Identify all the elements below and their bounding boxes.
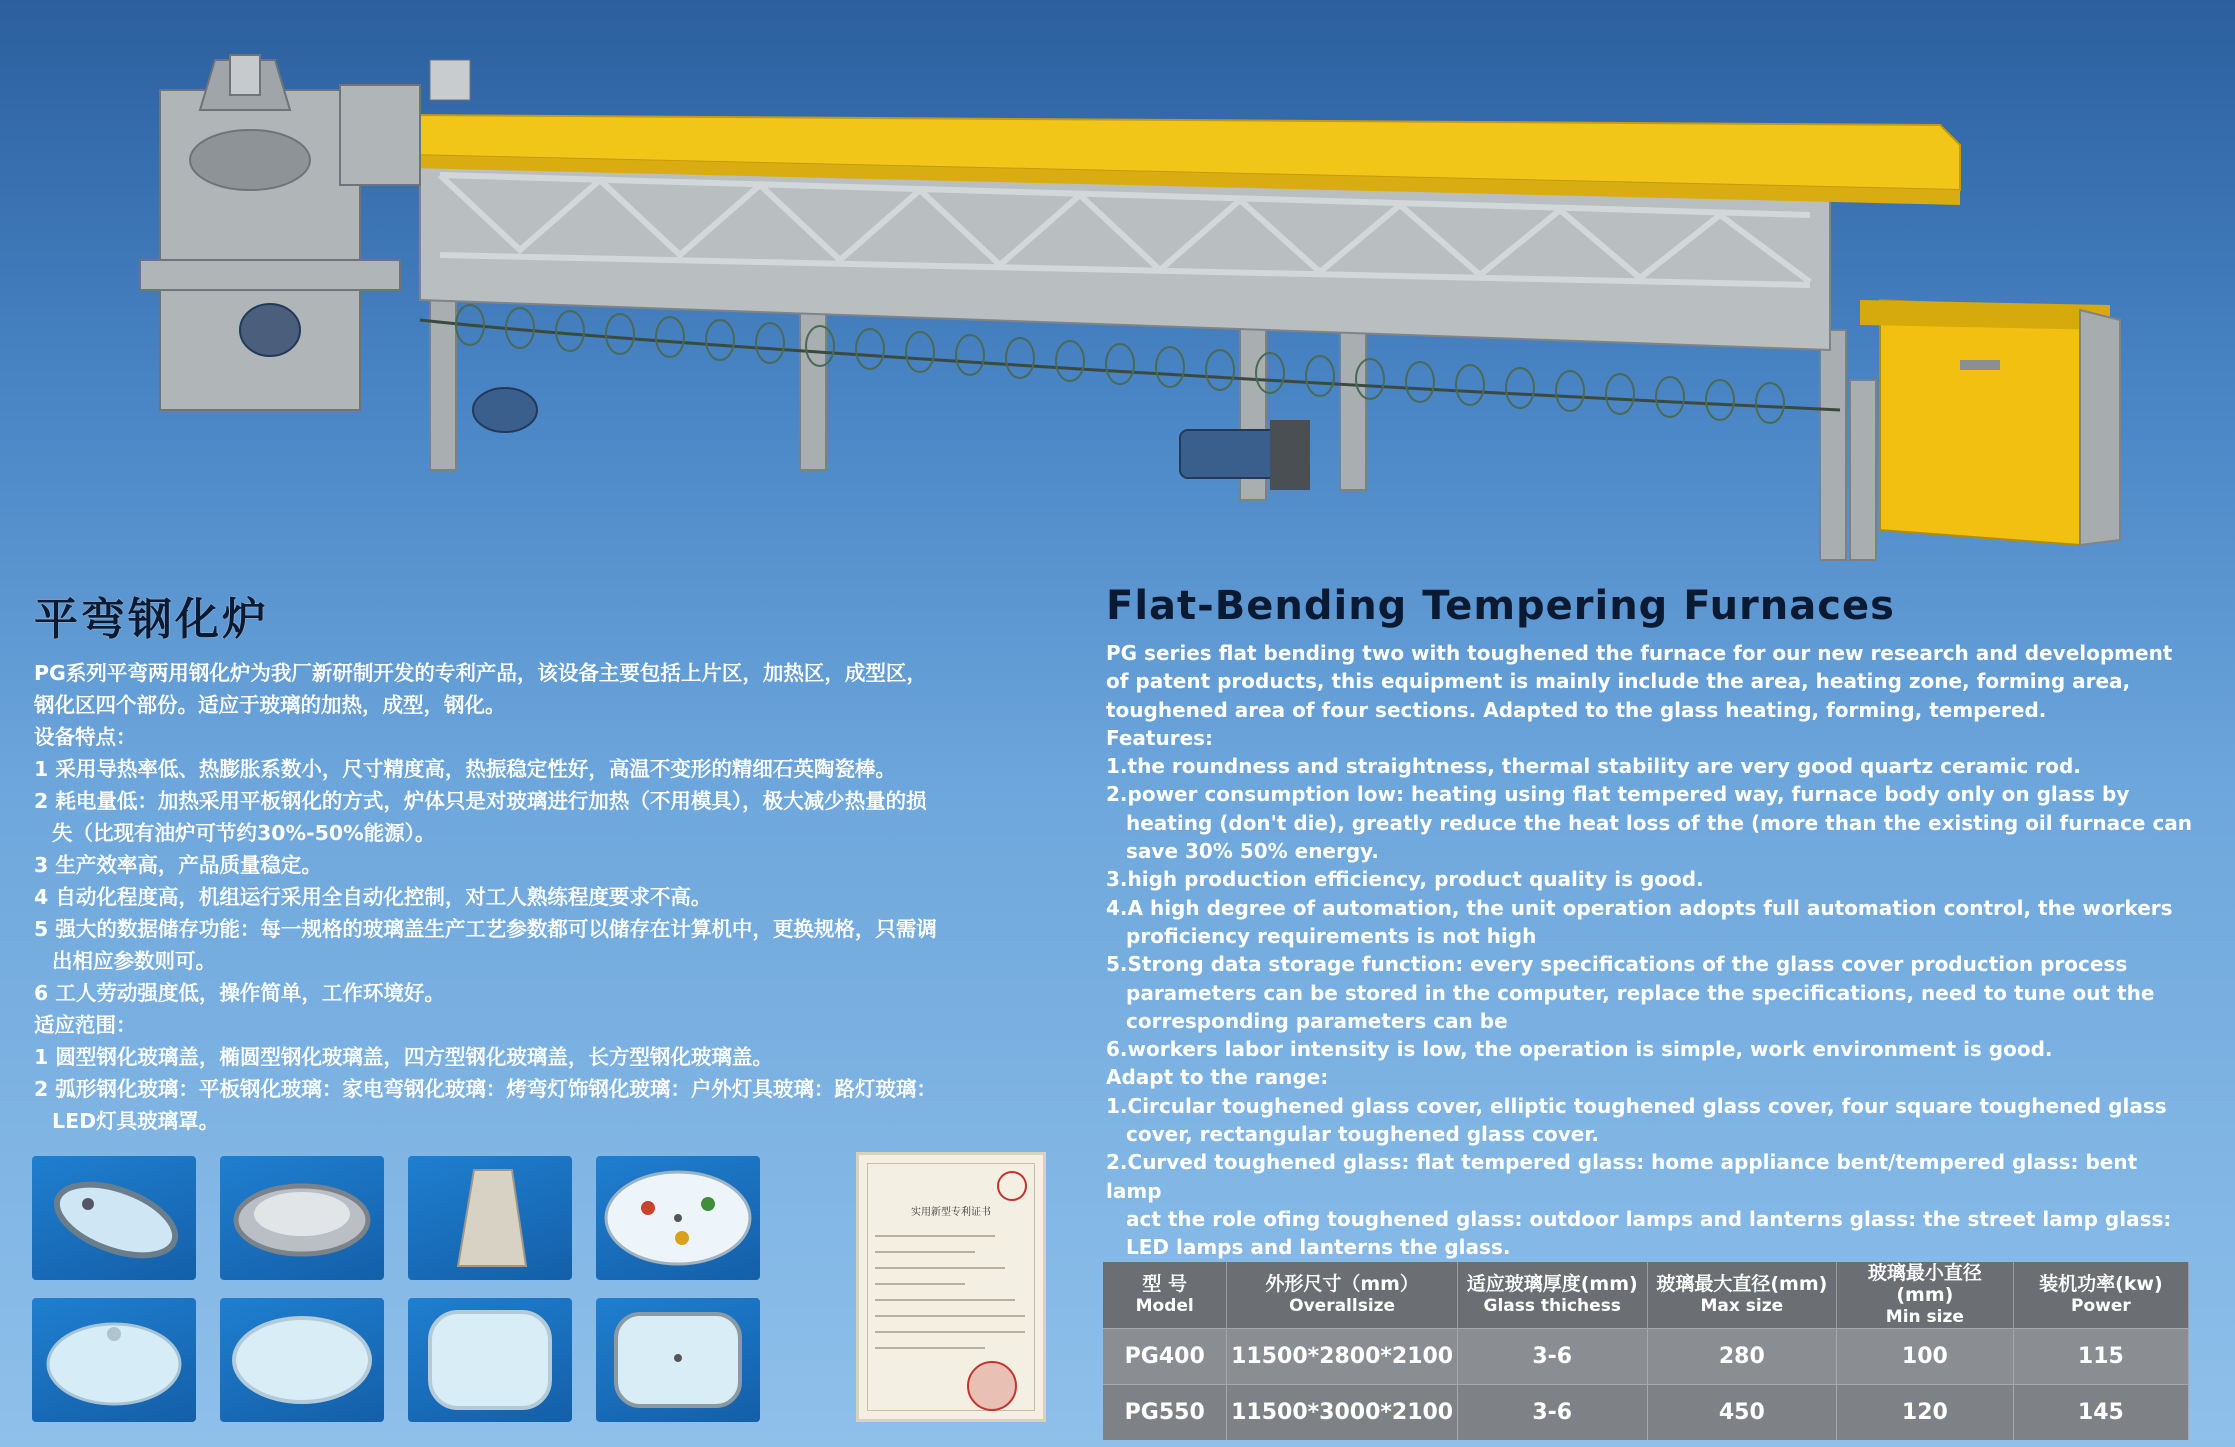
en-feature-line: proficiency requirements is not high	[1126, 923, 1537, 948]
en-feature-line: save 30% 50% energy.	[1126, 839, 1379, 864]
cn-features-heading: 设备特点：	[34, 725, 137, 749]
header-max-size: 玻璃最大直径(mm) Max size	[1647, 1262, 1836, 1329]
product-photo-rectangular-glass-lid	[596, 1298, 760, 1422]
cell-overall-size: 11500*3000*2100	[1227, 1385, 1457, 1441]
cell-min-size: 100	[1837, 1329, 2014, 1385]
en-feature-line: 1.the roundness and straightness, thermal stability are very good quartz ceramic rod.	[1106, 754, 2081, 779]
cell-power: 145	[2013, 1385, 2188, 1441]
cn-feature-line: 6 工人劳动强度低，操作简单，工作环境好。	[34, 981, 445, 1005]
cell-glass-thickness: 3-6	[1457, 1385, 1647, 1441]
cn-feature-line: 5 强大的数据储存功能：每一规格的玻璃盖生产工艺参数都可以储存在计算机中，更换规格，只需调	[34, 917, 937, 941]
en-intro-line: toughened area of four sections. Adapted to the glass heating, forming, tempered.	[1106, 697, 2047, 722]
header-min-size: 玻璃最小直径(mm) Min size	[1837, 1262, 2014, 1329]
en-feature-line: corresponding parameters can be	[1126, 1008, 1508, 1033]
cn-range-heading: 适应范围：	[34, 1013, 137, 1037]
cn-feature-line: 出相应参数则可。	[52, 949, 216, 973]
cn-feature-line: 3 生产效率高，产品质量稳定。	[34, 853, 322, 877]
english-description	[1106, 583, 2196, 1262]
en-range-line: 1.Circular toughened glass cover, elliptic toughened glass cover, four square toughened glass	[1106, 1093, 2167, 1118]
cell-glass-thickness: 3-6	[1457, 1329, 1647, 1385]
cn-feature-line: 2 耗电量低：加热采用平板钢化的方式，炉体只是对玻璃进行加热（不用模具），极大减少热量的损	[34, 789, 927, 813]
cell-model: PG400	[1103, 1329, 1227, 1385]
specification-table	[1103, 1262, 2189, 1440]
product-photo-decorated-glass-plate	[596, 1156, 760, 1280]
product-photo-curved-glass	[408, 1156, 572, 1280]
product-photo-square-glass-lid	[408, 1298, 572, 1422]
product-photo-steel-rim-pan	[220, 1156, 384, 1280]
certificate-seal-top	[997, 1171, 1027, 1201]
cn-feature-line: 1 采用导热率低、热膨胀系数小，尺寸精度高，热振稳定性好，高温不变形的精细石英陶瓷棒。	[34, 757, 896, 781]
table-row	[1103, 1329, 2189, 1385]
en-feature-line: 3.high production efficiency, product quality is good.	[1106, 867, 1704, 892]
table-row	[1103, 1385, 2189, 1441]
en-range-line: 2.Curved toughened glass: flat tempered glass: home appliance bent/tempered glass: bent lamp	[1106, 1150, 2138, 1203]
cell-max-size: 280	[1647, 1329, 1836, 1385]
header-model: 型 号 Model	[1103, 1262, 1227, 1329]
en-feature-line: heating (don't die), greatly reduce the heat loss of the (more than the existing oil furnace can	[1126, 810, 2193, 835]
chinese-description	[34, 583, 1064, 1137]
en-range-line: cover, rectangular toughened glass cover.	[1126, 1122, 1599, 1147]
cn-range-line: 1 圆型钢化玻璃盖，椭圆型钢化玻璃盖，四方型钢化玻璃盖，长方型钢化玻璃盖。	[34, 1045, 773, 1069]
certificate-seal-bottom	[967, 1361, 1017, 1411]
patent-certificate	[856, 1152, 1046, 1422]
product-photo-oval-glass-lid	[32, 1156, 196, 1280]
en-range-line: LED lamps and lanterns the glass.	[1126, 1235, 1511, 1260]
cn-range-line: LED灯具玻璃罩。	[52, 1109, 220, 1133]
cn-intro-line: 钢化区四个部份。适应于玻璃的加热，成型，钢化。	[34, 693, 506, 717]
cell-max-size: 450	[1647, 1385, 1836, 1441]
cell-model: PG550	[1103, 1385, 1227, 1441]
certificate-title: 实用新型专利证书	[911, 1207, 991, 1218]
en-range-heading: Adapt to the range:	[1106, 1065, 1329, 1090]
english-title: Flat-Bending Tempering Furnaces	[1106, 583, 1895, 629]
product-photo-round-glass-lid	[32, 1298, 196, 1422]
en-feature-line: 6.workers labor intensity is low, the operation is simple, work environment is good.	[1106, 1037, 2053, 1062]
cn-feature-line: 4 自动化程度高，机组运行采用全自动化控制，对工人熟练程度要求不高。	[34, 885, 712, 909]
header-overall-size: 外形尺寸（mm） Overallsize	[1227, 1262, 1457, 1329]
product-photo-clear-round-lid	[220, 1298, 384, 1422]
en-range-line: act the role ofing toughened glass: outdoor lamps and lanterns glass: the street lamp glass:	[1126, 1206, 2172, 1231]
en-intro-line: of patent products, this equipment is mainly include the area, heating zone, forming area,	[1106, 669, 2131, 694]
table-header-row	[1103, 1262, 2189, 1329]
cell-min-size: 120	[1837, 1385, 2014, 1441]
en-feature-line: 5.Strong data storage function: every specifications of the glass cover production process	[1106, 952, 2128, 977]
cn-range-line: 2 弧形钢化玻璃：平板钢化玻璃：家电弯钢化玻璃：烤弯灯饰钢化玻璃：户外灯具玻璃：路灯玻璃：	[34, 1077, 937, 1101]
cn-intro-line: PG系列平弯两用钢化炉为我厂新研制开发的专利产品，该设备主要包括上片区，加热区，成型区，	[34, 661, 927, 685]
cell-power: 115	[2013, 1329, 2188, 1385]
header-glass-thickness: 适应玻璃厚度(mm) Glass thichess	[1457, 1262, 1647, 1329]
en-feature-line: 4.A high degree of automation, the unit operation adopts full automation control, the workers	[1106, 895, 2173, 920]
en-feature-line: parameters can be stored in the computer, replace the specifications, need to tune out the	[1126, 980, 2155, 1005]
header-power: 装机功率(kw) Power	[2013, 1262, 2188, 1329]
cell-overall-size: 11500*2800*2100	[1227, 1329, 1457, 1385]
en-intro-line: PG series flat bending two with toughened the furnace for our new research and development	[1106, 641, 2173, 665]
cn-feature-line: 失（比现有油炉可节约30%-50%能源）。	[52, 821, 436, 845]
chinese-title: 平弯钢化炉	[34, 594, 269, 645]
en-feature-line: 2.power consumption low: heating using flat tempered way, furnace body only on glass by	[1106, 782, 2130, 807]
tempering-furnace-illustration	[0, 0, 2235, 580]
en-features-heading: Features:	[1106, 725, 1214, 750]
